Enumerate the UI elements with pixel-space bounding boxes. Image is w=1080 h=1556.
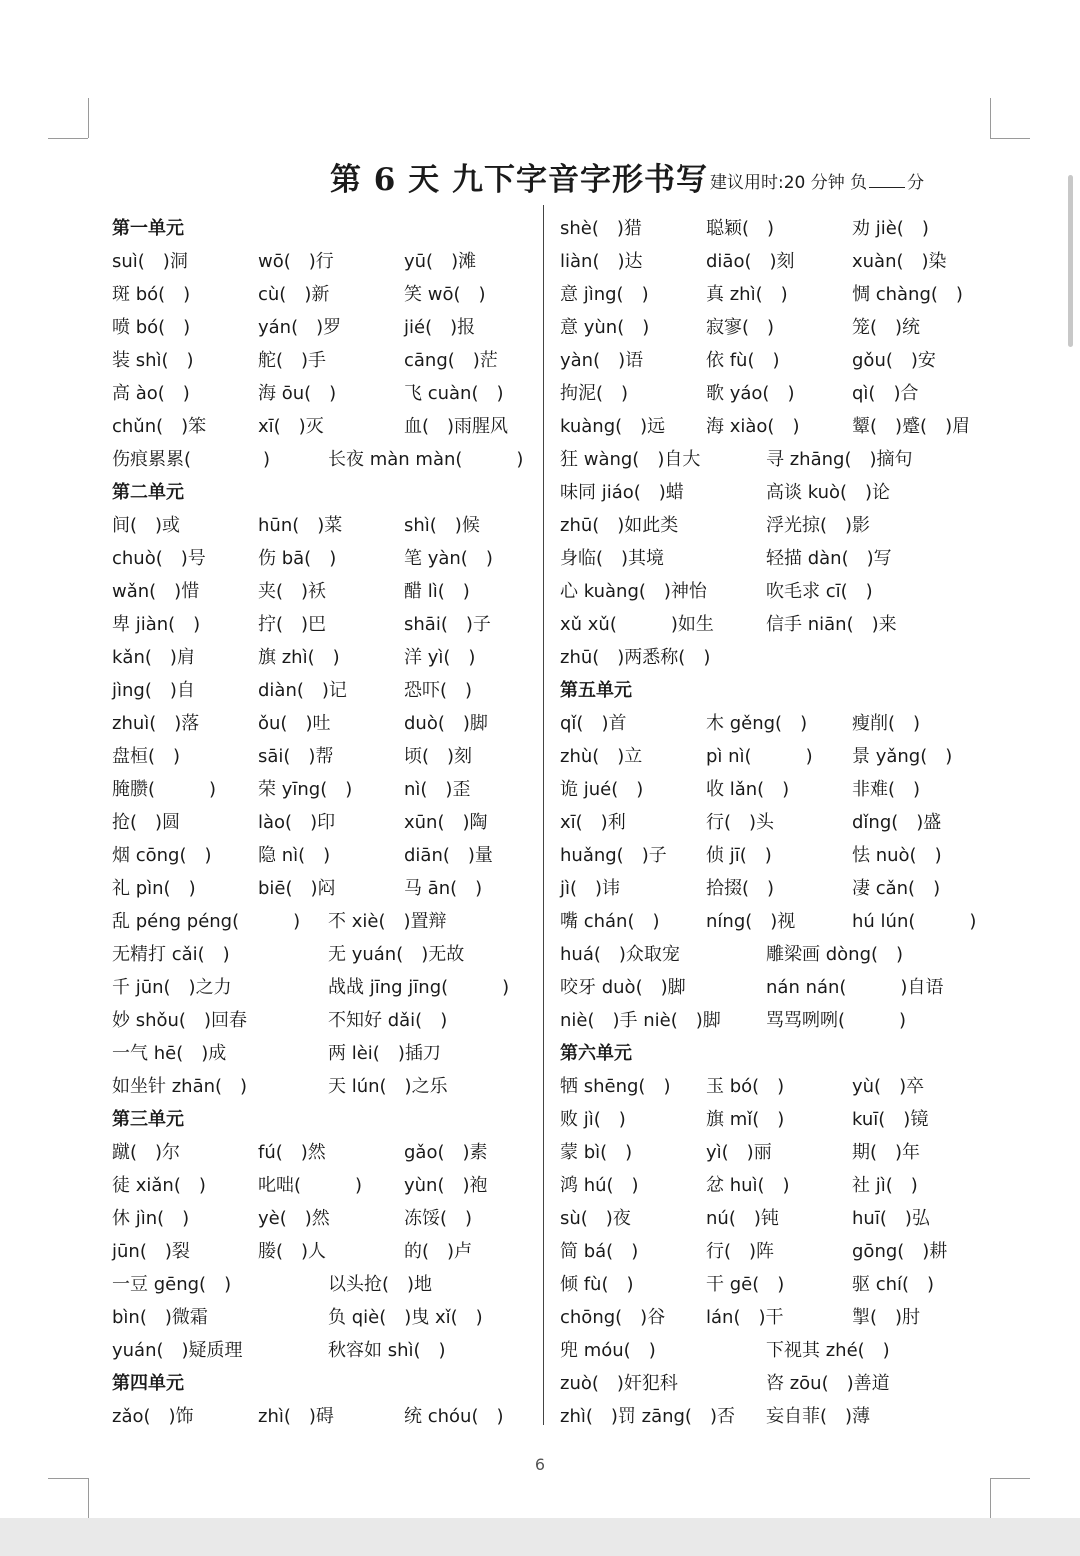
- exercise-item: xuàn( )染: [852, 251, 947, 272]
- exercise-item: lào( )印: [258, 812, 336, 833]
- exercise-item: 高谈 kuò( )论: [766, 482, 891, 503]
- exercise-row: [112, 870, 542, 903]
- exercise-item: 飞 cuàn( ): [404, 383, 504, 404]
- exercise-row: [112, 375, 542, 408]
- unit-heading: [112, 1101, 542, 1134]
- exercise-item: 非难( ): [852, 779, 921, 800]
- exercise-item: 简 bá( ): [560, 1241, 639, 1262]
- exercise-row: [112, 441, 542, 474]
- exercise-row: [560, 639, 1000, 672]
- exercise-item: hú lún( ): [852, 911, 977, 932]
- exercise-row: [560, 903, 1000, 936]
- exercise-item: 战战 jīng jīng( ): [328, 977, 510, 998]
- exercise-item: 意 yùn( ): [560, 317, 650, 338]
- exercise-item: duò( )脚: [404, 713, 488, 734]
- exercise-item: zhì( )碍: [258, 1406, 334, 1427]
- exercise-item: 掣( )肘: [852, 1307, 921, 1328]
- exercise-item: sāi( )帮: [258, 746, 334, 767]
- exercise-item: nán nán( )自语: [766, 977, 944, 998]
- exercise-item: 浮光掠( )影: [766, 515, 871, 536]
- score-unit: 分: [907, 173, 925, 193]
- crop-mark-bottom-left: [88, 1478, 89, 1518]
- exercise-item: 不 xiè( )置辩: [328, 911, 447, 932]
- exercise-item: shāi( )子: [404, 614, 491, 635]
- exercise-item: 心 kuàng( )神怡: [560, 581, 707, 602]
- exercise-item: huī( )弘: [852, 1208, 930, 1229]
- exercise-item: xī( )灭: [258, 416, 324, 437]
- exercise-row: [112, 672, 542, 705]
- exercise-item: 寂寥( ): [706, 317, 775, 338]
- exercise-item: 驱 chí( ): [852, 1274, 935, 1295]
- exercise-row: [112, 540, 542, 573]
- exercise-item: jūn( )裂: [112, 1241, 190, 1262]
- exercise-row: [112, 1332, 542, 1365]
- exercise-row: [112, 276, 542, 309]
- exercise-row: [112, 507, 542, 540]
- exercise-row: [112, 342, 542, 375]
- unit-heading: [560, 1035, 1000, 1068]
- exercise-row: [560, 276, 1000, 309]
- exercise-item: chǔn( )笨: [112, 416, 207, 437]
- exercise-item: 真 zhì( ): [706, 284, 788, 305]
- exercise-item: 咬牙 duò( )脚: [560, 977, 686, 998]
- exercise-row: [112, 771, 542, 804]
- exercise-row: [560, 936, 1000, 969]
- exercise-item: 景 yǎng( ): [852, 746, 953, 767]
- exercise-row: [112, 1266, 542, 1299]
- exercise-row: [560, 1365, 1000, 1398]
- exercise-item: 千 jūn( )之力: [112, 977, 232, 998]
- exercise-item: zhì( )罚 zāng( )否: [560, 1406, 735, 1427]
- exercise-item: 味同 jiáo( )蜡: [560, 482, 684, 503]
- unit-heading-label: 第三单元: [112, 1109, 184, 1130]
- exercise-item: 瘦削( ): [852, 713, 921, 734]
- exercise-item: 劝 jiè( ): [852, 218, 929, 239]
- exercise-row: [560, 1200, 1000, 1233]
- exercise-item: ǒu( )吐: [258, 713, 331, 734]
- exercise-item: 轻描 dàn( )写: [766, 548, 892, 569]
- exercise-item: 歌 yáo( ): [706, 383, 795, 404]
- exercise-item: lán( )干: [706, 1307, 784, 1328]
- exercise-item: zhū( )两悉称( ): [560, 647, 711, 668]
- exercise-item: gǎo( )素: [404, 1142, 488, 1163]
- exercise-item: 盘桓( ): [112, 746, 181, 767]
- exercise-item: zhù( )立: [560, 746, 643, 767]
- exercise-row: [560, 309, 1000, 342]
- exercise-row: [560, 1134, 1000, 1167]
- exercise-item: wō( )行: [258, 251, 334, 272]
- unit-heading-label: 第六单元: [560, 1043, 632, 1064]
- exercise-item: 喷 bó( ): [112, 317, 191, 338]
- exercise-item: 血( )雨腥风: [404, 416, 509, 437]
- exercise-item: fú( )然: [258, 1142, 326, 1163]
- exercise-item: 媵( )人: [258, 1241, 327, 1262]
- exercise-item: shì( )候: [404, 515, 480, 536]
- exercise-item: 舵( )手: [258, 350, 327, 371]
- exercise-item: 笑 wō( ): [404, 284, 486, 305]
- exercise-row: [560, 969, 1000, 1002]
- exercise-item: 间( )或: [112, 515, 181, 536]
- right-column: [560, 210, 1000, 1431]
- exercise-row: [112, 639, 542, 672]
- exercise-item: 蒙 bì( ): [560, 1142, 633, 1163]
- exercise-item: 洋 yì( ): [404, 647, 476, 668]
- exercise-item: 不知好 dǎi( ): [328, 1010, 448, 1031]
- exercise-row: [112, 1002, 542, 1035]
- exercise-item: cāng( )茫: [404, 350, 498, 371]
- exercise-item: niè( )手 niè( )脚: [560, 1010, 721, 1031]
- exercise-item: 笔 yàn( ): [404, 548, 493, 569]
- exercise-row: [560, 1299, 1000, 1332]
- exercise-item: 卑 jiàn( ): [112, 614, 201, 635]
- scrollbar-thumb[interactable]: [1068, 175, 1073, 347]
- exercise-item: 凄 cǎn( ): [852, 878, 941, 899]
- exercise-row: [112, 1035, 542, 1068]
- exercise-item: liàn( )达: [560, 251, 643, 272]
- exercise-item: 统 chóu( ): [404, 1406, 504, 1427]
- exercise-item: diān( )量: [404, 845, 493, 866]
- exercise-item: bìn( )微霜: [112, 1307, 208, 1328]
- crop-mark-top-right-h: [990, 138, 1030, 139]
- exercise-item: 怯 nuò( ): [852, 845, 942, 866]
- exercise-item: 海 ōu( ): [258, 383, 337, 404]
- title-area: [0, 150, 1080, 200]
- exercise-row: [112, 1233, 542, 1266]
- exercise-row: [560, 705, 1000, 738]
- exercise-item: 社 jì( ): [852, 1175, 918, 1196]
- unit-heading: [560, 672, 1000, 705]
- exercise-item: 海 xiào( ): [706, 416, 800, 437]
- exercise-item: zhuì( )落: [112, 713, 200, 734]
- exercise-item: 收 lǎn( ): [706, 779, 790, 800]
- exercise-row: [112, 804, 542, 837]
- exercise-row: [560, 474, 1000, 507]
- exercise-item: diàn( )记: [258, 680, 347, 701]
- exercise-item: 拘泥( ): [560, 383, 629, 404]
- exercise-row: [112, 705, 542, 738]
- exercise-item: 礼 pìn( ): [112, 878, 196, 899]
- exercise-row: [112, 1167, 542, 1200]
- time-suggestion: 建议用时:20 分钟 负: [710, 173, 868, 193]
- exercise-item: 如坐针 zhān( ): [112, 1076, 248, 1097]
- exercise-item: dǐng( )盛: [852, 812, 942, 833]
- exercise-item: suì( )洞: [112, 251, 188, 272]
- exercise-row: [560, 441, 1000, 474]
- score-blank: [869, 171, 905, 188]
- exercise-row: [560, 804, 1000, 837]
- exercise-item: 侦 jī( ): [706, 845, 772, 866]
- exercise-item: 负 qiè( )曳 xǐ( ): [328, 1307, 483, 1328]
- exercise-item: 两 lèi( )插刀: [328, 1043, 441, 1064]
- exercise-item: wǎn( )惜: [112, 581, 200, 602]
- exercise-item: 旗 zhì( ): [258, 647, 340, 668]
- unit-heading: [112, 210, 542, 243]
- exercise-item: 的( )卢: [404, 1241, 473, 1262]
- exercise-item: 冻馁( ): [404, 1208, 473, 1229]
- exercise-item: huǎng( )子: [560, 845, 667, 866]
- exercise-item: 鸿 hú( ): [560, 1175, 639, 1196]
- unit-heading-label: 第五单元: [560, 680, 632, 701]
- exercise-row: [560, 1266, 1000, 1299]
- exercise-item: 抢( )圆: [112, 812, 181, 833]
- exercise-item: 夹( )袄: [258, 581, 327, 602]
- exercise-item: 装 shì( ): [112, 350, 194, 371]
- exercise-item: shè( )猎: [560, 218, 642, 239]
- exercise-item: 玉 bó( ): [706, 1076, 785, 1097]
- exercise-item: 一豆 gēng( ): [112, 1274, 232, 1295]
- exercise-item: nú( )钝: [706, 1208, 779, 1229]
- exercise-item: gǒu( )安: [852, 350, 936, 371]
- exercise-item: hūn( )菜: [258, 515, 343, 536]
- exercise-item: huá( )众取宠: [560, 944, 680, 965]
- exercise-item: pì nì( ): [706, 746, 813, 767]
- crop-mark-top-left-h: [48, 138, 88, 139]
- exercise-item: 休 jìn( ): [112, 1208, 190, 1229]
- exercise-item: sù( )夜: [560, 1208, 631, 1229]
- exercise-row: [560, 606, 1000, 639]
- exercise-item: 伤 bā( ): [258, 548, 337, 569]
- exercise-row: [112, 1068, 542, 1101]
- exercise-row: [112, 738, 542, 771]
- exercise-item: 依 fù( ): [706, 350, 780, 371]
- exercise-item: 身临( )其境: [560, 548, 665, 569]
- exercise-row: [112, 969, 542, 1002]
- exercise-item: 无 yuán( )无故: [328, 944, 465, 965]
- exercise-item: 隐 nì( ): [258, 845, 331, 866]
- exercise-item: 吹毛求 cī( ): [766, 581, 873, 602]
- exercise-row: [560, 375, 1000, 408]
- unit-heading: [112, 1365, 542, 1398]
- exercise-item: 蹴( )尔: [112, 1142, 181, 1163]
- exercise-item: qì( )合: [852, 383, 919, 404]
- exercise-item: 乱 péng péng( ): [112, 911, 301, 932]
- exercise-item: 惆 chàng( ): [852, 284, 963, 305]
- exercise-row: [112, 1299, 542, 1332]
- exercise-item: 伤痕累累( ): [112, 449, 271, 470]
- viewer-bottom-bar: [0, 1518, 1080, 1556]
- exercise-item: 期( )年: [852, 1142, 921, 1163]
- exercise-item: 倾 fù( ): [560, 1274, 634, 1295]
- exercise-item: 木 gěng( ): [706, 713, 808, 734]
- exercise-item: kuàng( )远: [560, 416, 666, 437]
- exercise-row: [560, 1068, 1000, 1101]
- exercise-item: 顷( )刻: [404, 746, 473, 767]
- exercise-item: 徒 xiǎn( ): [112, 1175, 206, 1196]
- exercise-row: [560, 837, 1000, 870]
- exercise-item: 信手 niān( )来: [766, 614, 897, 635]
- exercise-row: [560, 1233, 1000, 1266]
- exercise-item: xūn( )陶: [404, 812, 488, 833]
- exercise-item: kuī( )镜: [852, 1109, 929, 1130]
- exercise-item: yán( )罗: [258, 317, 342, 338]
- crop-mark-top-left: [88, 98, 89, 138]
- exercise-row: [560, 1101, 1000, 1134]
- exercise-item: 寻 zhāng( )摘句: [766, 449, 913, 470]
- exercise-item: jìng( )自: [112, 680, 195, 701]
- exercise-item: 旗 mǐ( ): [706, 1109, 785, 1130]
- unit-heading: [112, 474, 542, 507]
- exercise-row: [112, 408, 542, 441]
- unit-heading-label: 第二单元: [112, 482, 184, 503]
- exercise-item: 骂骂咧咧( ): [766, 1010, 907, 1031]
- exercise-item: 荣 yīng( ): [258, 779, 353, 800]
- exercise-item: 斑 bó( ): [112, 284, 191, 305]
- exercise-row: [112, 1200, 542, 1233]
- exercise-item: 行( )头: [706, 812, 775, 833]
- exercise-row: [560, 210, 1000, 243]
- page-number: 6: [534, 1455, 546, 1474]
- exercise-item: 诡 jué( ): [560, 779, 644, 800]
- exercise-item: 无精打 cǎi( ): [112, 944, 230, 965]
- exercise-row: [560, 870, 1000, 903]
- exercise-row: [560, 738, 1000, 771]
- exercise-row: [560, 342, 1000, 375]
- exercise-item: qǐ( )首: [560, 713, 627, 734]
- exercise-item: 意 jìng( ): [560, 284, 649, 305]
- exercise-row: [112, 936, 542, 969]
- exercise-item: 笼( )统: [852, 317, 921, 338]
- exercise-row: [112, 1398, 542, 1431]
- crop-mark-bottom-left-h: [48, 1478, 88, 1479]
- exercise-item: 拾掇( ): [706, 878, 775, 899]
- exercise-item: chōng( )谷: [560, 1307, 666, 1328]
- exercise-item: yè( )然: [258, 1208, 330, 1229]
- exercise-item: 雕梁画 dòng( ): [766, 944, 904, 965]
- exercise-item: 烟 cōng( ): [112, 845, 212, 866]
- exercise-row: [560, 243, 1000, 276]
- unit-heading-label: 第四单元: [112, 1373, 184, 1394]
- exercise-row: [560, 1398, 1000, 1431]
- exercise-item: 败 jì( ): [560, 1109, 626, 1130]
- exercise-item: 高 ào( ): [112, 383, 190, 404]
- exercise-row: [112, 243, 542, 276]
- exercise-item: 恐吓( ): [404, 680, 473, 701]
- exercise-row: [560, 408, 1000, 441]
- exercise-item: 长夜 màn màn( ): [328, 449, 524, 470]
- exercise-row: [560, 1002, 1000, 1035]
- exercise-item: 秋容如 shì( ): [328, 1340, 446, 1361]
- exercise-item: 牺 shēng( ): [560, 1076, 671, 1097]
- exercise-item: zǎo( )饰: [112, 1406, 194, 1427]
- crop-mark-bottom-right-h: [990, 1478, 1030, 1479]
- exercise-item: zuò( )奸犯科: [560, 1373, 678, 1394]
- exercise-row: [560, 771, 1000, 804]
- exercise-item: 叱咄( ): [258, 1175, 363, 1196]
- exercise-row: [560, 540, 1000, 573]
- exercise-item: 咨 zōu( )善道: [766, 1373, 890, 1394]
- exercise-item: yù( )卒: [852, 1076, 925, 1097]
- exercise-row: [112, 573, 542, 606]
- exercise-item: 下视其 zhé( ): [766, 1340, 890, 1361]
- exercise-item: 聪颖( ): [706, 218, 775, 239]
- exercise-item: xǔ xǔ( )如生: [560, 614, 714, 635]
- exercise-item: 干 gē( ): [706, 1274, 785, 1295]
- exercise-item: jié( )报: [404, 317, 476, 338]
- exercise-item: 天 lún( )之乐: [328, 1076, 448, 1097]
- column-divider: [543, 205, 544, 1425]
- unit-heading-label: 第一单元: [112, 218, 184, 239]
- exercise-row: [560, 1332, 1000, 1365]
- exercise-item: 兜 móu( ): [560, 1340, 656, 1361]
- exercise-item: jì( )讳: [560, 878, 621, 899]
- left-column: [112, 210, 542, 1431]
- exercise-item: 腌臜( ): [112, 779, 217, 800]
- exercise-item: chuò( )号: [112, 548, 206, 569]
- exercise-item: 妄自菲( )薄: [766, 1406, 871, 1427]
- exercise-item: níng( )视: [706, 911, 796, 932]
- exercise-item: 拧( )巴: [258, 614, 327, 635]
- exercise-row: [112, 837, 542, 870]
- exercise-item: 忿 huì( ): [706, 1175, 790, 1196]
- exercise-item: 行( )阵: [706, 1241, 775, 1262]
- exercise-item: 一气 hē( )成: [112, 1043, 227, 1064]
- exercise-item: yàn( )语: [560, 350, 644, 371]
- crop-mark-top-right: [990, 98, 991, 138]
- time-score-note: [710, 168, 924, 193]
- exercise-item: diāo( )刻: [706, 251, 795, 272]
- page-title: 第 6 天 九下字音字形书写: [330, 162, 708, 198]
- exercise-item: yùn( )袍: [404, 1175, 488, 1196]
- exercise-item: gōng( )耕: [852, 1241, 948, 1262]
- exercise-item: 颦( )蹙( )眉: [852, 416, 971, 437]
- crop-mark-bottom-right: [990, 1478, 991, 1518]
- exercise-item: kǎn( )肩: [112, 647, 195, 668]
- exercise-item: biē( )闷: [258, 878, 336, 899]
- exercise-row: [112, 309, 542, 342]
- exercise-item: cù( )新: [258, 284, 330, 305]
- exercise-item: xī( )利: [560, 812, 626, 833]
- exercise-item: 醋 lì( ): [404, 581, 470, 602]
- exercise-item: yū( )滩: [404, 251, 477, 272]
- exercise-row: [112, 1134, 542, 1167]
- exercise-row: [560, 573, 1000, 606]
- exercise-row: [112, 903, 542, 936]
- exercise-item: nì( )歪: [404, 779, 471, 800]
- exercise-row: [560, 507, 1000, 540]
- exercise-row: [112, 606, 542, 639]
- exercise-item: 马 ān( ): [404, 878, 483, 899]
- exercise-item: zhū( )如此类: [560, 515, 679, 536]
- exercise-item: 狂 wàng( )自大: [560, 449, 701, 470]
- exercise-item: 以头抢( )地: [328, 1274, 433, 1295]
- exercise-row: [560, 1167, 1000, 1200]
- exercise-item: 嘴 chán( ): [560, 911, 660, 932]
- exercise-item: yuán( )疑质理: [112, 1340, 243, 1361]
- exercise-item: yì( )丽: [706, 1142, 772, 1163]
- exercise-item: 妙 shǒu( )回春: [112, 1010, 247, 1031]
